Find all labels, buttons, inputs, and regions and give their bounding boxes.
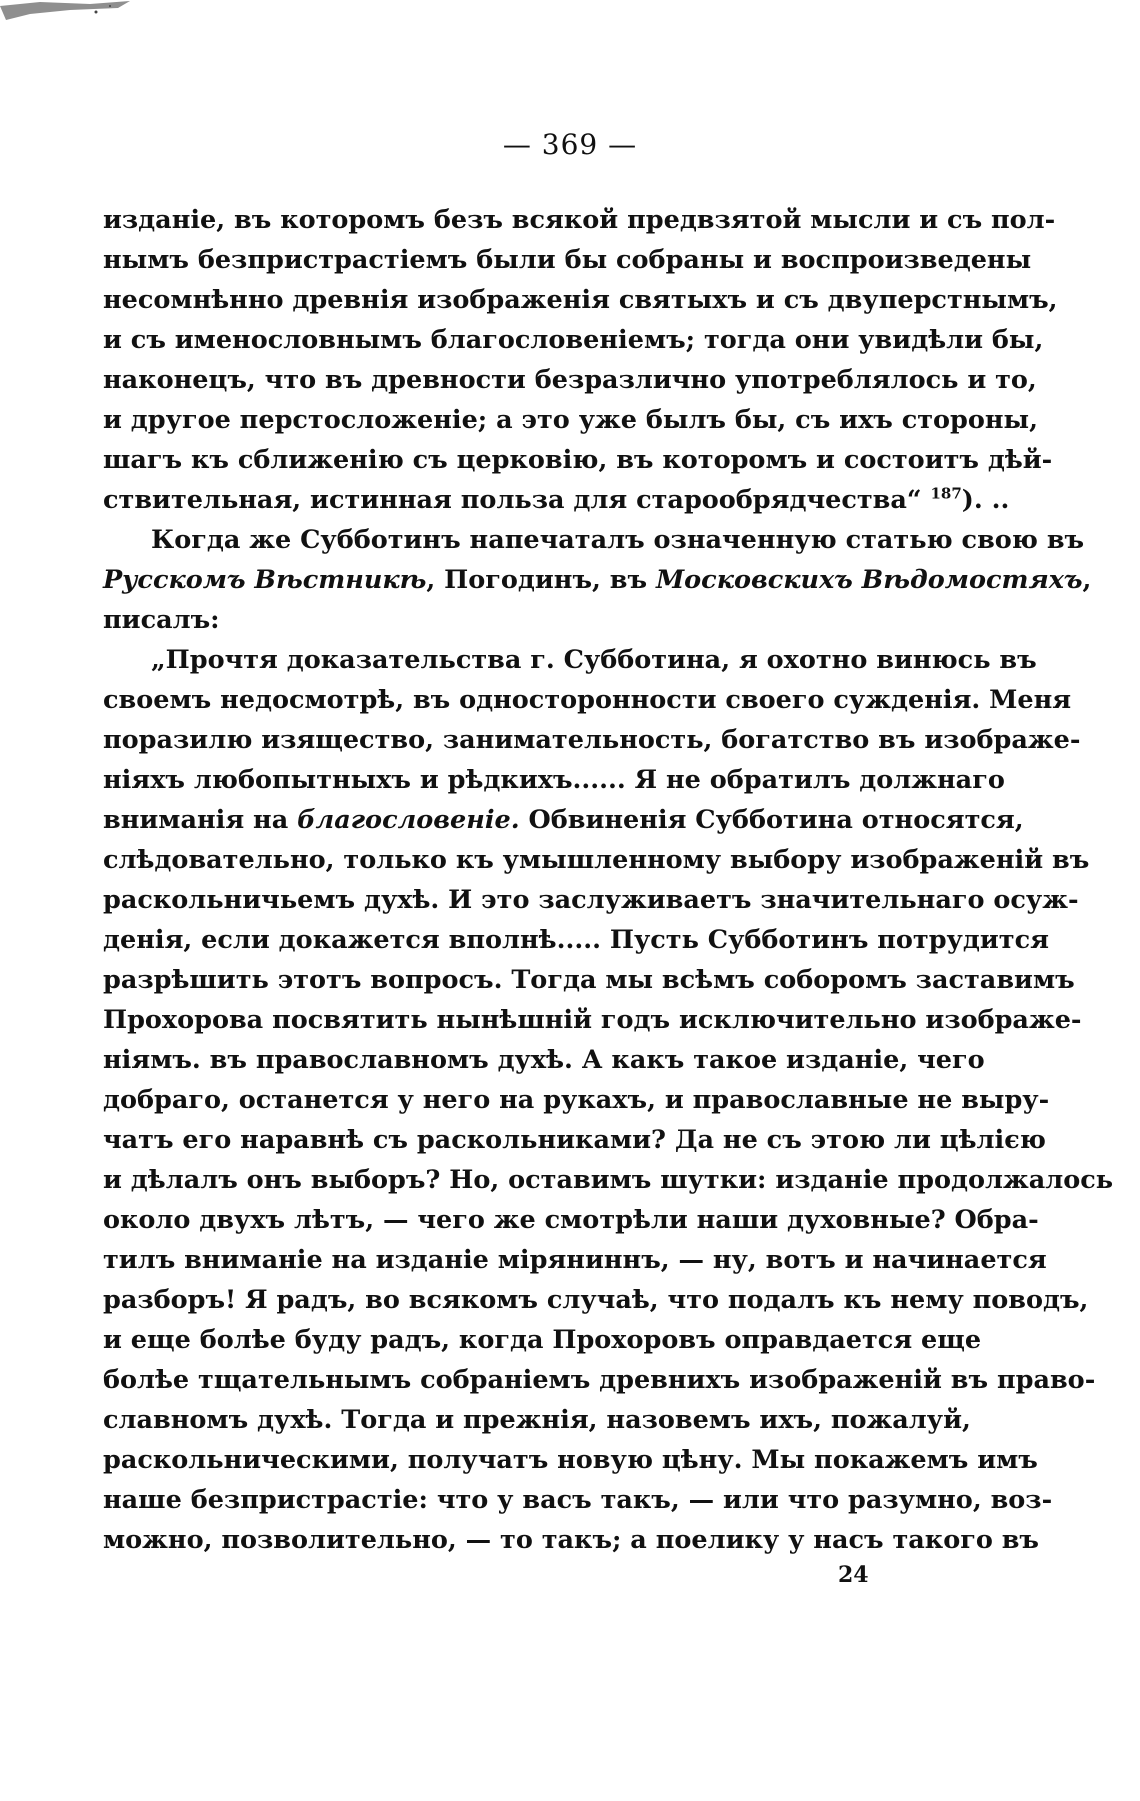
scan-smudge-mark xyxy=(0,0,140,26)
text-line-with-titles xyxy=(103,560,1092,600)
footnote-reference: 187 xyxy=(930,484,962,503)
text-fragment: вниманія на xyxy=(103,805,298,835)
text-line: денія, если докажется вполнѣ..... Пусть Субботинъ потрудится xyxy=(103,925,1049,955)
text-line: разрѣшить этотъ вопросъ. Тогда мы всѣмъ соборомъ заставимъ xyxy=(103,965,1075,995)
text-line: и дѣлалъ онъ выборъ? Но, оставимъ шутки: изданіе продолжалось xyxy=(103,1165,1114,1195)
italic-publication-title: Русскомъ Вѣстникѣ xyxy=(103,565,427,595)
text-line: Когда же Субботинъ напечаталъ означенную статью свою въ xyxy=(151,525,1085,555)
text-line: „Прочтя доказательства г. Субботина, я охотно винюсь въ xyxy=(151,645,1037,675)
text-line: своемъ недосмотрѣ, въ односторонности своего сужденія. Меня xyxy=(103,685,1072,715)
text-line: разборъ! Я радъ, во всякомъ случаѣ, что подалъ къ нему поводъ, xyxy=(103,1285,1089,1315)
italic-word: благословеніе. xyxy=(297,805,520,835)
text-line: можно, позволительно, — то такъ; а поелику у насъ такого въ xyxy=(103,1525,1039,1555)
text-line: наше безпристрастіе: что у васъ такъ, — или что разумно, воз- xyxy=(103,1485,1053,1515)
text-line-with-footnote xyxy=(103,480,1010,520)
text-fragment: ). .. xyxy=(961,485,1010,515)
text-line: изданіе, въ которомъ безъ всякой предвзятой мысли и съ пол- xyxy=(103,205,1056,235)
text-line: раскольническими, получатъ новую цѣну. Мы покажемъ имъ xyxy=(103,1445,1038,1475)
text-line: славномъ духѣ. Тогда и прежнія, назовемъ ихъ, пожалуй, xyxy=(103,1405,971,1435)
text-line: несомнѣнно древнія изображенія святыхъ и съ двуперстнымъ, xyxy=(103,285,1058,315)
text-line: раскольничьемъ духѣ. И это заслуживаетъ значительнаго осуж- xyxy=(103,885,1079,915)
text-line: поразилю изящество, занимательность, богатство въ изображе- xyxy=(103,725,1081,755)
text-line-with-italic xyxy=(103,800,1024,840)
printer-signature-mark: 24 xyxy=(838,1562,869,1588)
text-line: слѣдовательно, только къ умышленному выбору изображеній въ xyxy=(103,845,1090,875)
text-line: шагъ къ сближенію съ церковію, въ которомъ и состоитъ дѣй- xyxy=(103,445,1053,475)
text-line: и другое перстосложеніе; а это уже былъ бы, съ ихъ стороны, xyxy=(103,405,1038,435)
text-fragment: Обвиненія Субботина относятся, xyxy=(519,805,1024,835)
text-line: и еще болѣе буду радъ, когда Прохоровъ оправдается еще xyxy=(103,1325,982,1355)
text-line: чатъ его наравнѣ съ раскольниками? Да не съ этою ли цѣлією xyxy=(103,1125,1046,1155)
page-number-header: — 369 — xyxy=(502,128,638,161)
text-line: наконецъ, что въ древности безразлично употреблялось и то, xyxy=(103,365,1037,395)
text-line: писалъ: xyxy=(103,605,220,635)
text-line: нымъ безпристрастіемъ были бы собраны и воспроизведены xyxy=(103,245,1032,275)
text-line: болѣе тщательнымъ собраніемъ древнихъ изображеній въ право- xyxy=(103,1365,1096,1395)
italic-publication-title: Московскихъ Вѣдомостяхъ xyxy=(655,565,1083,595)
text-line: добраго, останется у него на рукахъ, и православные не выру- xyxy=(103,1085,1050,1115)
text-line: ніяхъ любопытныхъ и рѣдкихъ...... Я не обратилъ должнаго xyxy=(103,765,1005,795)
text-line: ніямъ. въ православномъ духѣ. А какъ такое изданіе, чего xyxy=(103,1045,985,1075)
text-line: около двухъ лѣтъ, — чего же смотрѣли наши духовные? Обра- xyxy=(103,1205,1039,1235)
text-line: тилъ вниманіе на изданіе міряниннъ, — ну, вотъ и начинается xyxy=(103,1245,1047,1275)
body-text xyxy=(103,200,1114,1560)
text-line: Прохорова посвятить нынѣшній годъ исключительно изображе- xyxy=(103,1005,1082,1035)
text-fragment: ствительная, истинная польза для старообрядчества“ xyxy=(103,485,922,515)
text-fragment: , xyxy=(1082,565,1092,595)
text-line: и съ именословнымъ благословеніемъ; тогда они увидѣли бы, xyxy=(103,325,1044,355)
text-fragment: , Погодинъ, въ xyxy=(426,565,656,595)
